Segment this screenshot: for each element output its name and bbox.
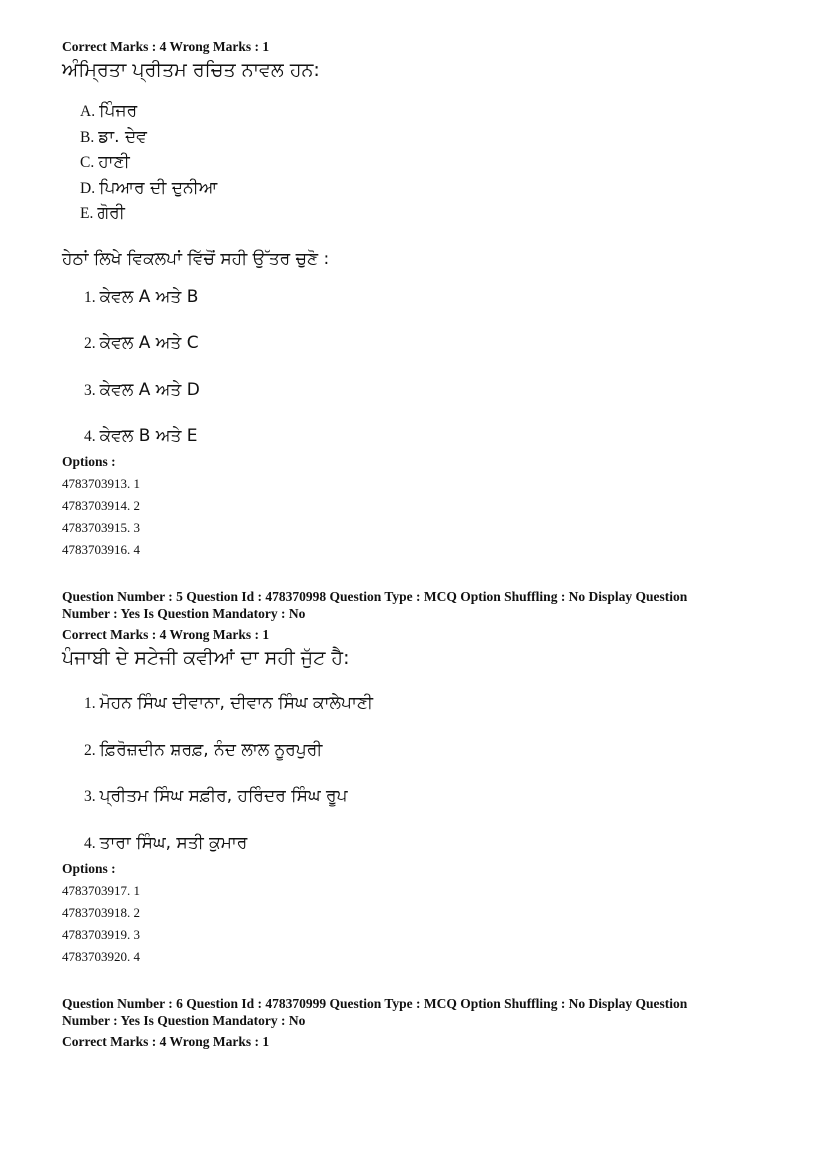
list-item: C. ਹਾਣੀ <box>80 152 130 172</box>
q5-question-text: ਪੰਜਾਬੀ ਦੇ ਸਟੇਜੀ ਕਵੀਆਂ ਦਾ ਸਹੀ ਜੁੱਟ ਹੈ: <box>62 647 350 669</box>
q6-meta <box>62 995 762 1029</box>
list-item: E. ਗੋਰੀ <box>80 203 125 223</box>
q5-option-id: 4783703920. 4 <box>62 948 140 964</box>
q5-meta-line1: Question Number : 5 Question Id : 478370998 Question Type : MCQ Option Shuffling : No Display Question <box>62 589 688 604</box>
list-item: D. ਪਿਆਰ ਦੀ ਦੁਨੀਆ <box>80 177 218 198</box>
document-page <box>62 38 762 1050</box>
choice-item: 1. ਕੇਵਲ A ਅਤੇ B <box>84 286 199 307</box>
q5-meta-line2: Number : Yes Is Question Mandatory : No <box>62 606 306 621</box>
q5-option-id: 4783703919. 3 <box>62 926 140 942</box>
q4-option-id: 4783703914. 2 <box>62 498 140 513</box>
q6-meta-line2: Number : Yes Is Question Mandatory : No <box>62 1012 306 1028</box>
q4-option-id: 4783703913. 1 <box>62 476 140 491</box>
q5-option-id: 4783703917. 1 <box>62 882 140 898</box>
q5-option-id: 4783703918. 2 <box>62 904 140 920</box>
choice-item: 2. ਫ਼ਿਰੋਜ਼ਦੀਨ ਸ਼ਰਫ਼, ਨੰਦ ਲਾਲ ਨੂਰਪੁਰੀ <box>84 739 323 760</box>
q6-marks: Correct Marks : 4 Wrong Marks : 1 <box>62 1033 270 1049</box>
q6-meta-line1: Question Number : 6 Question Id : 478370999 Question Type : MCQ Option Shuffling : No Display Question <box>62 995 688 1011</box>
q4-option-id: 4783703915. 3 <box>62 520 140 535</box>
choice-item: 3. ਪ੍ਰੀਤਮ ਸਿੰਘ ਸਫ਼ੀਰ, ਹਰਿੰਦਰ ਸਿੰਘ ਰੂਪ <box>84 786 348 806</box>
q4-choice-list <box>84 285 762 450</box>
q4-options-label: Options : <box>62 454 116 469</box>
q4-option-id: 4783703916. 4 <box>62 542 140 557</box>
q5-marks: Correct Marks : 4 Wrong Marks : 1 <box>62 627 270 642</box>
list-item: B. ਡਾ. ਦੇਵ <box>80 126 147 147</box>
q4-instruction: ਹੇਠਾਂ ਲਿਖੇ ਵਿਕਲਪਾਂ ਵਿੱਚੋਂ ਸਹੀ ਉੱਤਰ ਚੁਣੋ : <box>62 248 330 269</box>
choice-item: 2. ਕੇਵਲ A ਅਤੇ C <box>84 333 199 353</box>
q5-meta <box>62 588 762 622</box>
q5-options-label: Options : <box>62 860 116 876</box>
choice-item: 1. ਮੋਹਨ ਸਿੰਘ ਦੀਵਾਨਾ, ਦੀਵਾਨ ਸਿੰਘ ਕਾਲੇਪਾਣੀ <box>84 693 374 713</box>
choice-item: 4. ਕੇਵਲ B ਅਤੇ E <box>84 426 198 446</box>
q4-marks: Correct Marks : 4 Wrong Marks : 1 <box>62 39 270 54</box>
q5-choice-list <box>84 691 762 856</box>
list-item: A. ਪਿੰਜਰ <box>80 101 138 121</box>
q4-lettered-list <box>80 99 762 227</box>
q4-question-text: ਅੰਮ੍ਰਿਤਾ ਪ੍ਰੀਤਮ ਰਚਿਤ ਨਾਵਲ ਹਨ: <box>62 59 320 81</box>
choice-item: 3. ਕੇਵਲ A ਅਤੇ D <box>84 379 200 400</box>
choice-item: 4. ਤਾਰਾ ਸਿੰਘ, ਸਤੀ ਕੁਮਾਰ <box>84 832 248 853</box>
